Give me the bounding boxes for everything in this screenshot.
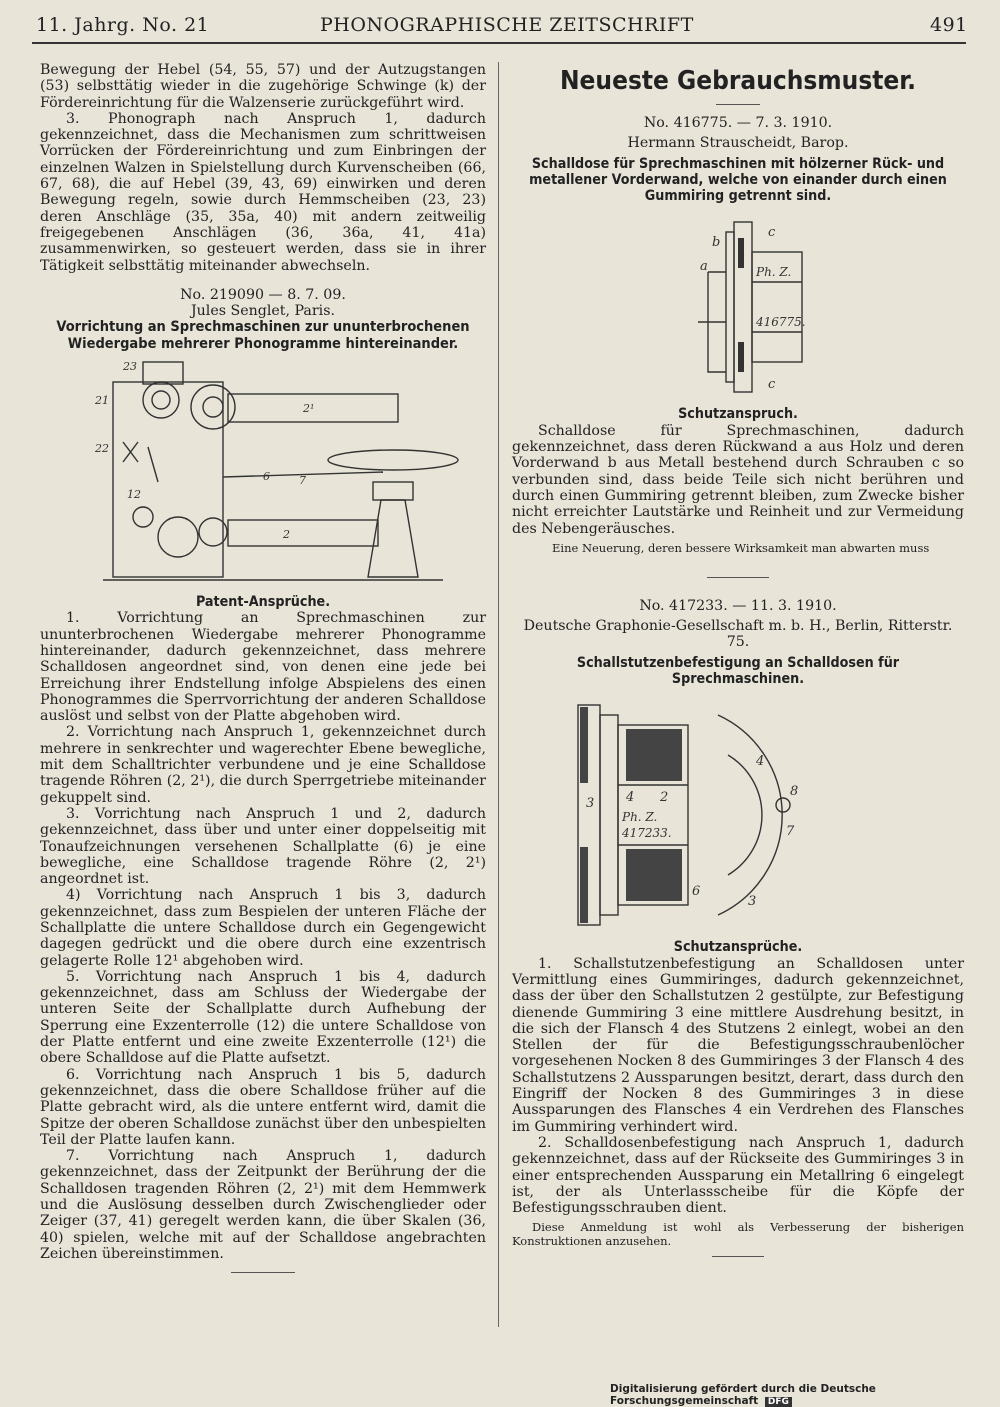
gm-a-note: Eine Neuerung, deren bessere Wirksamkeit man abwarten muss bbox=[552, 540, 930, 555]
gm-b-label-7: 7 bbox=[786, 824, 795, 840]
patent-claim-7: 7. Vorrichtung nach Anspruch 1, dadurch gekennzeichnet, dass der Zeitpunkt der Berührung der die Schalldosen tragenden Röhren (2, 2¹) mit dem Hemmwerk und die Auslösung desselben durch Zwischenglieder oder Zeiger (37, 41) geregelt werden kann, die über Skalen (36, 40) spielen, welche mit auf der Schalldose angebrachten Zeichen übereinstimmen. bbox=[40, 1148, 486, 1262]
gm-a-author: Hermann Strauscheidt, Barop. bbox=[627, 135, 849, 152]
patent-claim-2: 2. Vorrichtung nach Anspruch 1, gekennzeichnet durch mehrere in senkrechter und wagerechter Ebene bewegliche, mit dem Schalltrichter verbundene und je eine Schalldose tragende Röhren (2, 2¹), die durch Sperrgetriebe miteinander gekuppelt sind. bbox=[40, 724, 486, 806]
continued-claim-3: 3. Phonograph nach Anspruch 1, dadurch gekennzeichnet, dass die Mechanismen zum schrittweisen Vorrücken der Fördereinrichtung und zum Einbringen der einzelnen Walzen in Spielstellung durch Kurvenscheiben (66, 67, 68), die auf Hebel (39, 43, 69) einwirken und deren Bewegung regeln, sowie durch Hemmscheiben (23, 23) deren Anschläge (35, 35a, 40) mit andern zeitweilig freigegebenen Anschlägen (36, 36a, 41, 41a) zusammenwirken, so gesteuert werden, dass sie in ihrer Tätigkeit selbsttätig miteinander abwechseln. bbox=[40, 110, 486, 274]
fig1-label-2: 2 bbox=[283, 528, 290, 542]
continued-text: Bewegung der Hebel (54, 55, 57) und der Autzugstangen (53) selbsttätig wieder in die zugehörige Schwinge (k) der Fördereinrichtung für die Walzenserie zurückgeführt wird. bbox=[40, 62, 486, 111]
gm-a-label-number: 416775. bbox=[756, 315, 806, 330]
patent-number: No. 219090 — 8. 7. 09. bbox=[180, 286, 346, 303]
gm-b-claim-1: 1. Schallstutzenbefestigung an Schalldosen unter Vermittlung eines Gummiringes, dadurch gekennzeichnet, dass der über den Schallstutzen 2 gestülpte, zur Befestigung dienende Gummiring 3 eine mittlere Ausdrehung besitzt, in die sich der Flansch 4 des Stutzens 2 einlegt, wobei an den Stellen der für die Befestigungsschraubenlöcher vorgesehenen Nocken 8 des Gummiringes 3 der Flansch 4 des Schallstutzens 2 Aussparungen besitzt, derart, dass durch den Eingriff der Nocken 8 des Gummiringes 3 in diese Aussparungen des Flansches 4 ein Verdrehen des Flansches im Gummiring verhindert wird. bbox=[512, 955, 964, 1135]
gm-a-label-c-top: c bbox=[768, 225, 776, 241]
patent-claim-5: 5. Vorrichtung nach Anspruch 1 bis 4, dadurch gekennzeichnet, dass am Schluss der Wiedergabe der unteren Seite der Schallplatte durch Aufhebung der Sperrung eine Exzenterrolle (12) die untere Schalldose von der Platte entfernt und eine zweite Exzenterrolle (12¹) die obere Schalldose auf die Platte aufsetzt. bbox=[40, 968, 486, 1067]
patent-author: Jules Senglet, Paris. bbox=[190, 303, 335, 320]
patent-claim-3: 3. Vorrichtung nach Anspruch 1 und 2, dadurch gekennzeichnet, dass über und unter einer doppelseitig mit Tonaufzeichnungen versehenen Schallplatte (6) je eine bewegliche, eine Schalldose tragende Röhre (2, 2¹) angeordnet ist. bbox=[40, 805, 486, 888]
gm-a-label-c-bottom: c bbox=[768, 377, 776, 393]
fig1-label-22: 22 bbox=[95, 442, 109, 456]
page-header bbox=[0, 14, 1000, 40]
gm-b-label-phz: Ph. Z. bbox=[622, 810, 658, 825]
fig1-label-12: 12 bbox=[127, 488, 141, 502]
gm-b-label-3-left: 3 bbox=[586, 796, 595, 812]
gm-b-label-6: 6 bbox=[692, 884, 701, 900]
gm-b-drawing bbox=[568, 695, 908, 935]
gm-b-number: No. 417233. — 11. 3. 1910. bbox=[639, 597, 837, 614]
left-column bbox=[40, 62, 486, 1279]
gm-b-label-4-left: 4 bbox=[626, 790, 635, 806]
page-number: 491 bbox=[930, 14, 968, 36]
digitization-footer bbox=[610, 1383, 1000, 1407]
fig1-label-23: 23 bbox=[123, 360, 137, 374]
gm-a-label-b: b bbox=[712, 235, 721, 251]
gm-b-author: Deutsche Graphonie-Gesellschaft m. b. H., Berlin, Ritterstr. 75. bbox=[523, 618, 953, 651]
issue-label: 11. Jahrg. No. 21 bbox=[36, 14, 210, 36]
journal-title: PHONOGRAPHISCHE ZEITSCHRIFT bbox=[320, 14, 694, 36]
gm-a-claim: Schalldose für Sprechmaschinen, dadurch gekennzeichnet, dass deren Rückwand a aus Holz und deren Vorderwand b aus Metall bestehend durch Schrauben c so verbunden sind, dass beide Teile sich nicht berühren und durch einen Gummiring getrennt bleiben, zum Zwecke bisher nicht erreichter Lautstärke und Reinheit und zur Vermeidung des Nebengeräusches. bbox=[512, 422, 964, 537]
gm-a-label-phz: Ph. Z. bbox=[756, 265, 792, 280]
end-rule bbox=[231, 1272, 295, 1273]
gm-a-drawing bbox=[638, 212, 838, 402]
gm-b-claim-2: 2. Schalldosenbefestigung nach Anspruch 1, dadurch gekennzeichnet, dass auf der Rückseite des Gummiringes 3 in einer entsprechenden Aussparung ein Metallring 6 eingelegt ist, der als Unterlassscheibe für die Köpfe der Befestigungsschrauben dient. bbox=[512, 1134, 964, 1217]
footer-text: Digitalisierung gefördert durch die Deutsche Forschungsgemeinschaft bbox=[610, 1383, 876, 1407]
patent-claim-6: 6. Vorrichtung nach Anspruch 1 bis 5, dadurch gekennzeichnet, dass die obere Schalldose früher auf die Platte gebracht wird, als die untere entfernt wird, damit die Spitze der oberen Schalldose zunächst über den unbespielten Teil der Platte laufen kann. bbox=[40, 1066, 486, 1148]
fig1-label-7: 7 bbox=[299, 474, 306, 488]
gm-a-label-a: a bbox=[700, 259, 708, 275]
column-divider bbox=[498, 62, 499, 1327]
right-column bbox=[512, 62, 964, 1263]
patent-claims-heading: Patent-Ansprüche. bbox=[195, 594, 331, 611]
patent-claim-1: 1. Vorrichtung an Sprechmaschinen zur ununterbrochenen Wiedergabe mehrerer Phonogramme hintereinander, dadurch gekennzeichnet, dass mehrere Schalldosen angeordnet sind, von denen eine jede bei Erreichung ihrer Endstellung infolge Abspielens des einen Phonogrammes die Sperrvorrichtung der anderen Schalldose auslöst und selbst von der Platte abgehoben wird. bbox=[40, 610, 486, 725]
gm-b-label-4-right: 4 bbox=[756, 754, 765, 770]
dfg-logo: DFG bbox=[765, 1397, 792, 1407]
gm-b-claims-heading: Schutzansprüche. bbox=[673, 939, 803, 956]
gm-b-label-2: 2 bbox=[660, 790, 669, 806]
gm-b-title: Schallstutzenbefestigung an Schalldosen für Sprechmaschinen. bbox=[576, 654, 900, 688]
patent-title: Vorrichtung an Sprechmaschinen zur ununterbrochenen Wiedergabe mehrerer Phonogramme hintereinander. bbox=[56, 319, 470, 352]
gm-b-note: Diese Anmeldung ist wohl als Verbesserung der bisherigen Konstruktionen anzusehen. bbox=[512, 1220, 964, 1249]
section-heading: Neueste Gebrauchsmuster. bbox=[559, 66, 917, 96]
fig1-label-2-prime: 2¹ bbox=[303, 402, 315, 416]
patent-drawing-219090 bbox=[63, 352, 463, 592]
gm-a-number: No. 416775. — 7. 3. 1910. bbox=[643, 115, 833, 131]
fig1-label-21: 21 bbox=[95, 394, 109, 408]
gm-b-label-3-right: 3 bbox=[748, 894, 757, 910]
header-rule bbox=[32, 42, 966, 44]
gm-b-label-number: 417233. bbox=[622, 826, 672, 841]
gm-a-title: Schalldose für Sprechmaschinen mit hölzerner Rück- und metallener Vorderwand, welche von einander durch einen Gummiring getrennt sind. bbox=[529, 155, 947, 205]
gm-a-claim-heading: Schutzanspruch. bbox=[678, 406, 798, 423]
gm-b-label-8: 8 bbox=[790, 784, 799, 800]
patent-claim-4: 4) Vorrichtung nach Anspruch 1 bis 3, dadurch gekennzeichnet, dass zum Bespielen der unteren Fläche der Schallplatte die untere Schalldose durch ein Gegengewicht dagegen gedrückt und die obere durch eine exzentrisch gelagerte Rolle 12¹ abgehoben wird. bbox=[40, 887, 486, 969]
fig1-label-6: 6 bbox=[263, 470, 270, 484]
